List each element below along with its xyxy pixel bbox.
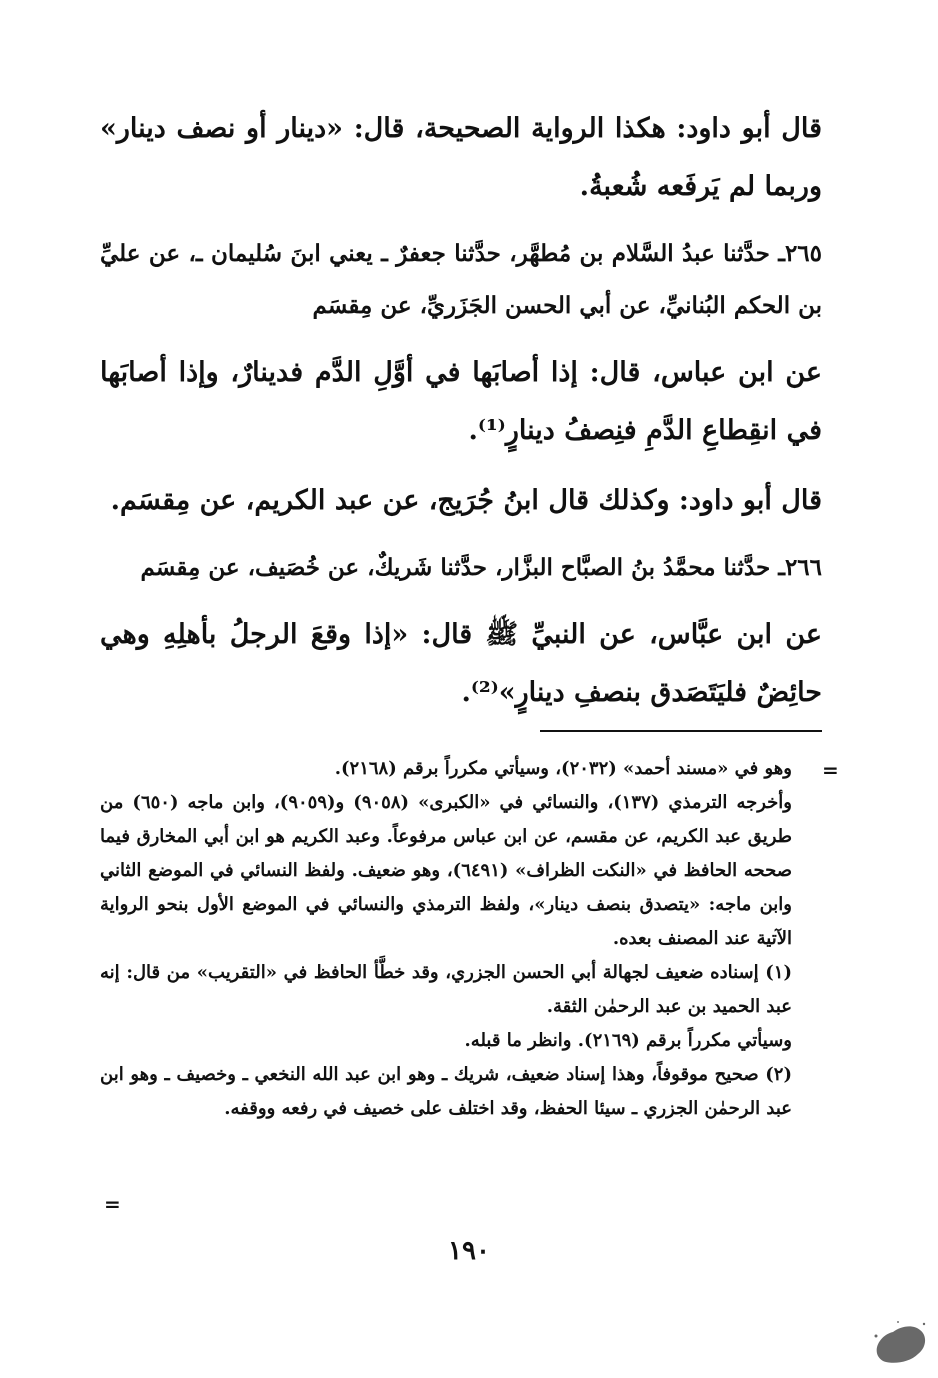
footnote-separator (540, 730, 822, 732)
page-number: ١٩٠ (448, 1236, 490, 1266)
hadith-266-matn: عن ابن عبَّاس، عن النبيِّ ﷺ قال: «إذا وقعَ الرجلُ بأهلِهِ وهي حائِضٌ فليَتَصَدق بنصفِ دينارٍ»⁽²⁾. (100, 619, 822, 708)
footnote-takhrij: وأخرجه الترمذي (١٣٧)، والنسائي في «الكبرى» (٩٠٥٨) و(٩٠٥٩)، وابن ماجه (٦٥٠) من طريق عبد الكريم، عن مقسم، عن ابن عباس مرفوعاً. وعبد الكريم هو ابن أبي المخارق فيما صححه الحافظ في «النكت الظراف» (٦٤٩١)، وهو ضعيف. ولفظ النسائي في الموضع الثاني وابن ماجه: «يتصدق بنصف دينار»، ولفظ الترمذي والنسائي في الموضع الأول بنحو الرواية الآتية عند المصنف بعده. (100, 792, 792, 949)
hadith-265-matn: عن ابن عباس، قال: إذا أصابَها في أوَّلِ الدَّم فدينارٌ، وإذا أصابَها في انقِطاعِ الدَّمِ فنِصفُ دينارٍ⁽¹⁾. (100, 357, 822, 446)
footnotes (100, 752, 822, 1126)
main-text (100, 100, 822, 734)
continuation-marker-top: = (822, 758, 839, 782)
footnote-continued: وهو في «مسند أحمد» (٢٠٣٢)، وسيأتي مكرراً برقم (٢١٦٨). (334, 758, 792, 779)
hadith-265-isnad: ٢٦٥ـ حدَّثنا عبدُ السَّلام بن مُطهَّر، حدَّثنا جعفرٌ ـ يعني ابنَ سُليمان ـ، عن عليِّ بن الحكم البُنانيِّ، عن أبي الحسن الجَزَريِّ، عن مِقسَم (100, 240, 822, 319)
paragraph-abu-dawud-1: قال أبو داود: هكذا الرواية الصحيحة، قال: «دينار أو نصف دينار» وربما لم يَرفَعه شُعبةُ. (100, 113, 822, 202)
footnote-1-cont: وسيأتي مكرراً برقم (٢١٦٩). وانظر ما قبله. (464, 1030, 792, 1051)
footnote-2: (٢) صحيح موقوفاً، وهذا إسناد ضعيف، شريك ـ وهو ابن عبد الله النخعي ـ وخصيف ـ وهو ابن عبد الرحمٰن الجزري ـ سيئا الحفظ، وقد اختلف على خصيف في رفعه ووقفه. (100, 1064, 792, 1119)
hadith-266-isnad: ٢٦٦ـ حدَّثنا محمَّدُ بنُ الصبَّاح البزَّار، حدَّثنا شَريكٌ، عن خُصَيف، عن مِقسَم (140, 554, 822, 581)
footnote-1: (١) إسناده ضعيف لجهالة أبي الحسن الجزري، وقد خطَّأ الحافظ في «التقريب» من قال: إنه عبد الحميد بن عبد الرحمٰن الثقة. (100, 962, 792, 1017)
ink-blot-decoration (868, 1316, 930, 1368)
paragraph-abu-dawud-2: قال أبو داود: وكذلك قال ابنُ جُرَيج، عن عبد الكريم، عن مِقسَم. (110, 485, 822, 516)
continuation-marker-bottom: = (104, 1192, 121, 1216)
